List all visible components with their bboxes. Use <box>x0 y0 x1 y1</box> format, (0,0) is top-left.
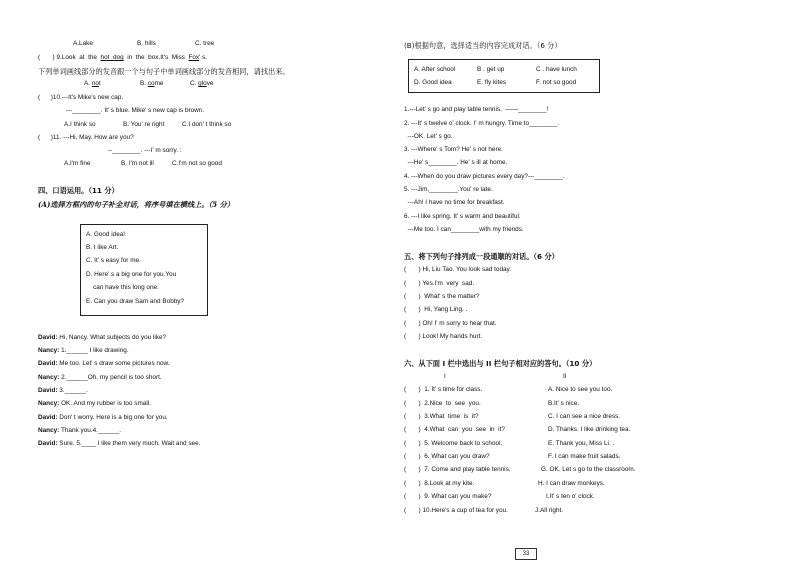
box-option-a: A. Good idea! <box>86 231 126 238</box>
box-option-d: D. Here' s a big one for you.You <box>86 271 177 278</box>
matching-right-e: E. Thank you, Miss Li. . <box>548 440 615 447</box>
q11-option-b: B. I'm not ill <box>121 160 154 167</box>
dialogue-text: Me too. Let' s draw some pictures now. <box>57 360 170 367</box>
matching-right-d: D. Thanks. I like drinking tea. <box>548 426 631 433</box>
section-5-line-3: ( ) What' s the matter? <box>404 293 480 300</box>
column-header-i: I <box>444 373 446 380</box>
section-b-line-6: 4. ---When do you draw pictures every day?---________. <box>404 173 565 180</box>
q9-text-start: Look at the <box>61 54 101 61</box>
matching-left-8: ( ) 8.Look at my kite. <box>404 480 475 487</box>
matching-right-h: H. I can draw monkeys. <box>538 480 605 487</box>
matching-left-2: ( ) 2.Nice to see you. <box>404 400 481 407</box>
section-b-line-9: 6. ---I like spring. It' s warm and beautiful. <box>404 213 521 220</box>
pron-option-b <box>140 80 163 88</box>
word-bank-d: D. Good idea <box>414 79 452 86</box>
pron-option-a-rest: t <box>98 80 101 87</box>
pron-option-b-underlined: co <box>147 80 155 87</box>
q9-option-b: B. hills <box>137 40 156 47</box>
section-b-line-8: ---Ah! I have no time for breakfast. <box>404 199 505 206</box>
section-b-title: (B)根据句意，选择适当的内容完成对话。（6 分） <box>404 41 562 50</box>
section-b-line-5: ---He' s________. He' s ill at home. <box>404 159 508 166</box>
section-4a-instruction: (A)选择方框内的句子补全对话，将序号填在横线上。（5 分） <box>38 200 234 209</box>
dialogue-speaker: David: <box>38 360 58 367</box>
matching-left-5: ( ) 5. Welcome back to school. <box>404 440 503 447</box>
dialogue-speaker: David: <box>38 387 58 394</box>
section-5-title: 五、将下列句子排列成一段通顺的对话。（6 分） <box>404 252 559 261</box>
matching-left-4: ( ) 4.What can you see in it? <box>404 426 505 433</box>
pron-option-c-rest: ve <box>206 80 214 87</box>
pron-option-b-rest: me <box>154 80 164 87</box>
dialogue-line-1 <box>38 334 166 342</box>
matching-left-6: ( ) 6. What can you draw? <box>404 453 490 460</box>
q9-number: ( ) 9. <box>38 54 62 61</box>
dialogue-speaker: David: <box>38 440 58 447</box>
pron-option-b-letter: B. <box>140 80 148 87</box>
dialogue-speaker: Nancy: <box>38 427 60 434</box>
q9-option-c: C. tree <box>195 40 215 47</box>
dialogue-text: Sure. 5.____ I like them very much. Wait and see. <box>57 440 201 447</box>
matching-left-10: ( ) 10.Here's a cup of tea for you. <box>404 507 508 514</box>
q9-option-a: A.Lake <box>73 40 93 47</box>
dialogue-line-3 <box>38 360 170 368</box>
matching-left-7: ( ) 7. Come and play table tennis. <box>404 466 511 473</box>
q11-option-c: C.I'm not so good <box>172 160 222 167</box>
q10-option-c: C.I don' t think so <box>182 121 232 128</box>
matching-right-g: G. OK. Let s go to the classroom. <box>541 466 636 473</box>
section-5-line-1: ( ) Hi, Liu Tao. You look sad today. <box>404 266 512 273</box>
dialogue-speaker: David: <box>38 334 58 341</box>
dialogue-line-4 <box>38 374 162 382</box>
q9-text-middle: in the box.It's Miss <box>123 54 189 61</box>
question-9 <box>38 54 207 62</box>
matching-left-9: ( ) 9. What can you make? <box>404 493 492 500</box>
section-6-title: 六、从下面 I 栏中选出与 II 栏句子相对应的答句。（10 分） <box>404 359 597 368</box>
section-5-line-5: ( ) Oh! I' m sorry to hear that. <box>404 320 497 327</box>
q9-text-end: ' s. <box>199 54 208 61</box>
question-11-line-2: --________. ---I' m sorry. : <box>108 147 182 154</box>
dialogue-line-2 <box>38 347 129 355</box>
section-b-line-3: ---OK. Let' s go. <box>404 133 453 140</box>
dialogue-text: 3.______. <box>57 387 88 394</box>
dialogue-speaker: Nancy: <box>38 374 60 381</box>
section-5-line-6: ( ) Look! My hands hurt. <box>404 333 483 340</box>
question-10: ( )10.---It's Mike's new cap. <box>38 94 124 101</box>
word-bank-b: B . get up <box>477 66 505 73</box>
q9-underlined-word-2: Fox <box>188 54 200 61</box>
section-5-line-4: ( ) Hi, Yang Ling. . <box>404 306 468 313</box>
dialogue-text: Don' t worry. Here is a big one for you. <box>57 414 168 421</box>
q9-underlined-word-1: hot dog <box>100 54 124 61</box>
dialogue-text: 2.______Oh, my pencil is too short. <box>59 374 162 381</box>
dialogue-line-5 <box>38 387 88 395</box>
word-bank-f: F. not so good <box>536 79 577 86</box>
pron-option-a <box>84 80 101 88</box>
pron-option-c-letter: C. <box>190 80 199 87</box>
pron-option-c <box>190 80 213 88</box>
section-b-line-10: ---Me too. I can________with my friends. <box>404 226 524 233</box>
box-option-c: C. It' s easy for me. <box>86 257 141 264</box>
word-bank-a: A. After school <box>414 66 456 73</box>
dialogue-line-7 <box>38 414 168 422</box>
box-option-b: B. I like Art. <box>86 244 119 251</box>
section-5-line-2: ( ) Yes.I'm very sad. <box>404 280 475 287</box>
matching-right-a: A. Nice to see you too. <box>548 386 613 393</box>
pron-option-a-letter: A. <box>84 80 92 87</box>
matching-right-c: C. I can see a nice dress. <box>548 413 621 420</box>
section-b-line-2: 2. ---It' s twelve o' clock. I' m hungry. Time to________. <box>404 120 560 127</box>
dialogue-text: Hi, Nancy. What subjects do you like? <box>57 334 167 341</box>
dialogue-text: 1.______ I like drawing. <box>59 347 129 354</box>
matching-left-1: ( ) 1. It' s time for class. <box>404 386 483 393</box>
column-header-ii: II <box>563 373 567 380</box>
matching-right-i: I.It' s ten o' clock. <box>546 493 595 500</box>
question-11: ( )11. ---Hi, May. How are you? <box>38 134 134 141</box>
box-option-e: E. Can you draw Sam and Bobby? <box>86 298 185 305</box>
matching-right-j: J.All right. <box>535 507 564 514</box>
section-b-line-7: 5. ---Jim,________.You' re late. <box>404 186 493 193</box>
q10-option-b: B. You' re right <box>123 121 165 128</box>
box-option-d-continued: can have this long one. <box>86 284 159 291</box>
section-b-line-4: 3. ---Where' s Tom? He' s not here. <box>404 146 503 153</box>
matching-right-f: F. I can make fruit salads. <box>548 453 621 460</box>
section-4-title: 四、口语运用。（11 分） <box>38 186 119 195</box>
page-number: 33 <box>515 548 537 560</box>
word-bank-c: C . have lunch <box>536 66 577 73</box>
dialogue-line-9 <box>38 440 200 448</box>
q11-option-a: A.I'm fine <box>64 160 91 167</box>
dialogue-line-8 <box>38 427 121 435</box>
dialogue-line-6 <box>38 400 151 408</box>
dialogue-text: Thank you.4.______. <box>59 427 122 434</box>
pronunciation-instruction: 下列单词画线部分的发音跟一个与句子中单词画线部分的发音相同，请找出来。 <box>38 67 290 76</box>
word-bank-box <box>408 59 600 93</box>
word-bank-e: E. fly kites <box>477 79 507 86</box>
q10-option-a: A.I think so <box>64 121 96 128</box>
section-b-line-1: 1.---Let' s go and play table tennis. ——________! <box>404 106 549 113</box>
dialogue-text: OK. And my rubber is too small. <box>59 400 151 407</box>
question-10-line-2: ---________. It' s blue. Mike' s new cap is brown. <box>66 107 205 114</box>
dialogue-speaker: Nancy: <box>38 347 60 354</box>
pron-option-a-underlined: no <box>91 80 99 87</box>
matching-left-3: ( ) 3.What time is it? <box>404 413 479 420</box>
dialogue-speaker: Nancy: <box>38 400 60 407</box>
dialogue-speaker: David: <box>38 414 58 421</box>
pron-option-c-underlined: glo <box>198 80 207 87</box>
matching-right-b: B.It' s nice. <box>548 400 580 407</box>
